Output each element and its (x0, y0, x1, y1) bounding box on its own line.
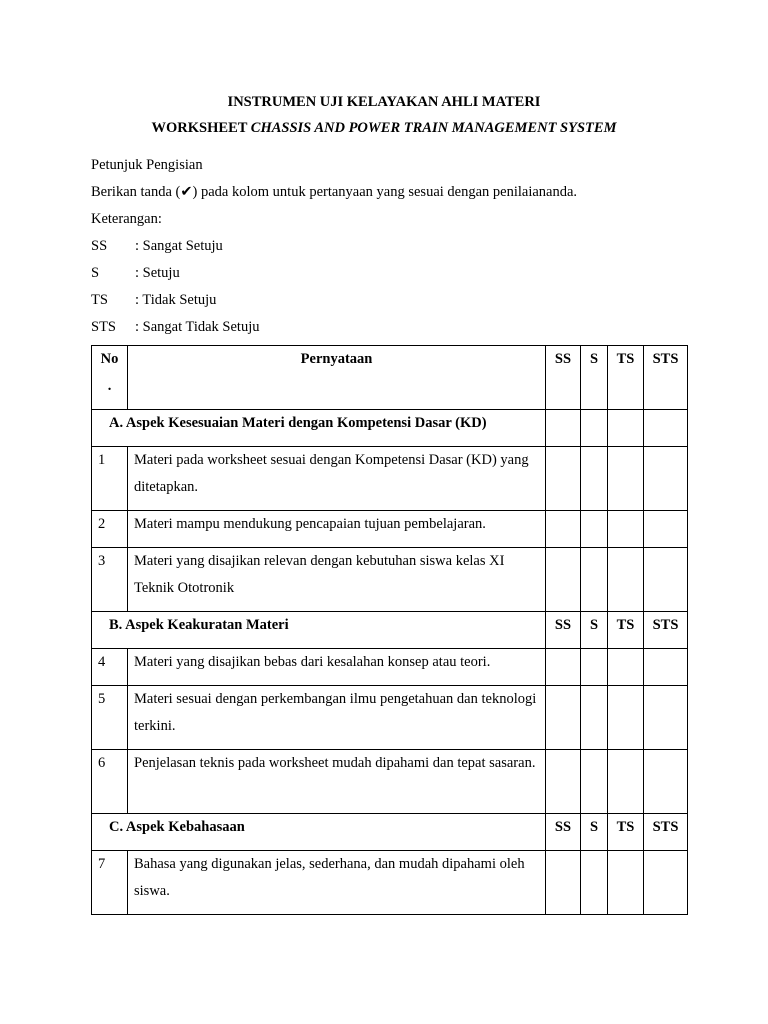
rating-cell-s[interactable] (581, 750, 608, 814)
header-ss: SS (546, 346, 581, 410)
item-number: 5 (92, 686, 128, 750)
table-row (92, 548, 688, 612)
rating-cell-ss[interactable] (546, 511, 581, 548)
section-col-ss (546, 410, 581, 447)
section-col-sts (644, 410, 688, 447)
rating-cell-sts[interactable] (644, 447, 688, 511)
table-row (92, 750, 688, 814)
header-statement: Pernyataan (128, 346, 546, 410)
rating-cell-s[interactable] (581, 511, 608, 548)
rating-cell-s[interactable] (581, 686, 608, 750)
item-statement: Materi yang disajikan bebas dari kesalahan konsep atau teori. (128, 649, 546, 686)
rating-cell-sts[interactable] (644, 649, 688, 686)
header-no (92, 346, 128, 410)
item-number: 2 (92, 511, 128, 548)
rating-cell-ss[interactable] (546, 649, 581, 686)
section-col-s (581, 410, 608, 447)
section-col-ss: SS (546, 814, 581, 851)
header-no-line1: No (100, 351, 119, 367)
rating-cell-sts[interactable] (644, 851, 688, 915)
rating-cell-ts[interactable] (608, 649, 644, 686)
instructions-heading: Petunjuk Pengisian (91, 157, 203, 173)
item-number: 7 (92, 851, 128, 915)
item-number: 3 (92, 548, 128, 612)
section-col-sts: STS (644, 612, 688, 649)
item-number: 4 (92, 649, 128, 686)
item-statement: Materi sesuai dengan perkembangan ilmu pengetahuan dan teknologi terkini. (128, 686, 546, 750)
item-statement: Penjelasan teknis pada worksheet mudah dipahami dan tepat sasaran. (128, 750, 546, 814)
section-col-s: S (581, 814, 608, 851)
section-col-sts: STS (644, 814, 688, 851)
rating-cell-s[interactable] (581, 649, 608, 686)
section-row (92, 612, 688, 649)
rating-cell-ss[interactable] (546, 548, 581, 612)
section-row (92, 814, 688, 851)
rating-cell-sts[interactable] (644, 511, 688, 548)
header-no-line2: . (107, 378, 112, 394)
section-row (92, 410, 688, 447)
item-number: 1 (92, 447, 128, 511)
rating-cell-ts[interactable] (608, 750, 644, 814)
rating-cell-ts[interactable] (608, 511, 644, 548)
instructions-text: Berikan tanda (✔) pada kolom untuk pertanyaan yang sesuai dengan penilaiananda. (91, 184, 578, 200)
section-col-ts (608, 410, 644, 447)
section-col-ts: TS (608, 814, 644, 851)
item-statement: Materi mampu mendukung pencapaian tujuan pembelajaran. (128, 511, 546, 548)
item-statement: Bahasa yang digunakan jelas, sederhana, dan mudah dipahami oleh siswa. (128, 851, 546, 915)
table-header-row (92, 346, 688, 410)
legend-code: TS (91, 292, 108, 308)
section-col-ss: SS (546, 612, 581, 649)
section-label: C. Aspek Kebahasaan (92, 814, 546, 851)
rating-cell-sts[interactable] (644, 750, 688, 814)
table-row (92, 447, 688, 511)
rating-cell-ss[interactable] (546, 851, 581, 915)
legend-desc: : Sangat Tidak Setuju (135, 319, 260, 335)
table-row (92, 686, 688, 750)
document-title: INSTRUMEN UJI KELAYAKAN AHLI MATERI (227, 94, 541, 110)
document-subtitle (0, 120, 768, 137)
rating-cell-ts[interactable] (608, 851, 644, 915)
section-label: B. Aspek Keakuratan Materi (92, 612, 546, 649)
table-row (92, 649, 688, 686)
item-number: 6 (92, 750, 128, 814)
rating-cell-ss[interactable] (546, 750, 581, 814)
rating-cell-sts[interactable] (644, 548, 688, 612)
rating-cell-s[interactable] (581, 447, 608, 511)
section-col-ts: TS (608, 612, 644, 649)
section-col-s: S (581, 612, 608, 649)
legend-code: STS (91, 319, 116, 335)
rating-cell-ss[interactable] (546, 447, 581, 511)
item-statement: Materi yang disajikan relevan dengan kebutuhan siswa kelas XI Teknik Ototronik (128, 548, 546, 612)
legend-code: SS (91, 238, 108, 254)
subtitle-italic: CHASSIS AND POWER TRAIN MANAGEMENT SYSTEM (250, 120, 617, 136)
table-row (92, 511, 688, 548)
header-sts: STS (644, 346, 688, 410)
item-statement: Materi pada worksheet sesuai dengan Kompetensi Dasar (KD) yang ditetapkan. (128, 447, 546, 511)
legend-heading: Keterangan: (91, 211, 162, 227)
section-label: A. Aspek Kesesuaian Materi dengan Kompetensi Dasar (KD) (92, 410, 546, 447)
assessment-table (91, 345, 688, 915)
subtitle-prefix: WORKSHEET (151, 120, 251, 136)
rating-cell-ts[interactable] (608, 686, 644, 750)
header-ts: TS (608, 346, 644, 410)
header-s: S (581, 346, 608, 410)
legend-desc: : Sangat Setuju (135, 238, 223, 254)
rating-cell-ts[interactable] (608, 548, 644, 612)
table-row (92, 851, 688, 915)
legend-desc: : Tidak Setuju (135, 292, 217, 308)
rating-cell-s[interactable] (581, 851, 608, 915)
rating-cell-ts[interactable] (608, 447, 644, 511)
legend-code: S (91, 265, 100, 281)
rating-cell-sts[interactable] (644, 686, 688, 750)
rating-cell-ss[interactable] (546, 686, 581, 750)
rating-cell-s[interactable] (581, 548, 608, 612)
legend-desc: : Setuju (135, 265, 180, 281)
